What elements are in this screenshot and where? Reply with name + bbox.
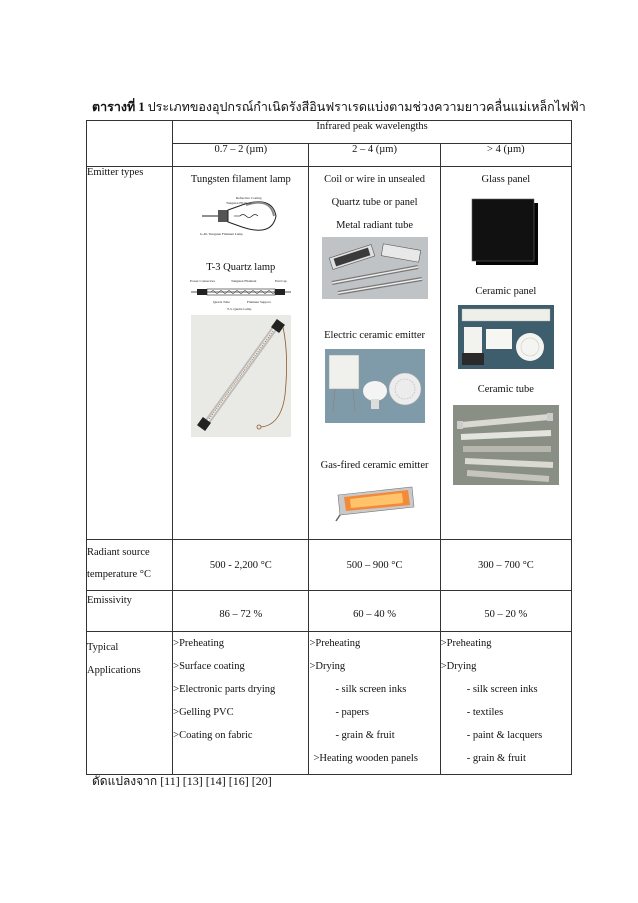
emitter-name: Metal radiant tube	[336, 220, 414, 231]
emitter-name: Coil or wire in unsealed	[324, 174, 426, 185]
column-header: > 4 (µm)	[440, 144, 571, 167]
source-refs: [11] [13] [14] [16] [20]	[160, 774, 272, 788]
emitter-name: Ceramic panel	[475, 286, 537, 297]
emitter-name: Quartz tube or panel	[331, 197, 418, 208]
row-label	[87, 540, 173, 591]
list-item: - textiles	[466, 707, 504, 718]
diagram-label: Reflective Coating	[235, 196, 262, 200]
diagram-label: G-40, Tungsten Filament Lamp	[199, 232, 243, 236]
list-item: >Preheating	[309, 638, 361, 649]
applications-cell	[440, 632, 571, 775]
list-item: - silk screen inks	[335, 684, 407, 695]
emitter-cell-short	[173, 167, 309, 540]
emissivity-row	[87, 591, 572, 632]
list-item: - grain & fruit	[335, 730, 395, 741]
diagram-label: Quartz Tube	[212, 300, 230, 304]
diagram-label: End Cap	[274, 279, 287, 283]
emitter-name: Tungsten filament lamp	[190, 174, 291, 185]
diagram-label: Power Connectors	[189, 279, 215, 283]
list-item: >Coating on fabric	[173, 730, 253, 741]
emitter-name: Electric ceramic emitter	[324, 330, 425, 341]
column-header: 2 – 4 (µm)	[309, 144, 440, 167]
table-cell: 300 – 700 °C	[440, 540, 571, 591]
list-item: >Drying	[440, 661, 477, 672]
emitter-name: Gas-fired ceramic emitter	[320, 460, 429, 471]
row-label-line: Applications	[87, 665, 141, 676]
row-label-line: Typical	[87, 642, 119, 653]
applications-cell	[309, 632, 440, 775]
list-item: >Preheating	[440, 638, 492, 649]
gas-fired-ceramic-emitter-photo	[332, 481, 418, 523]
electric-ceramic-emitter-photo	[325, 349, 425, 423]
list-item: >Drying	[309, 661, 346, 672]
radiant-source-row	[87, 540, 572, 591]
metal-radiant-tube-photo	[322, 237, 428, 299]
list-item: >Surface coating	[173, 661, 245, 672]
row-label: Emissivity	[87, 591, 173, 632]
row-label-line: Radiant source	[87, 547, 150, 558]
group-header: Infrared peak wavelengths	[173, 121, 572, 144]
applications-row	[87, 632, 572, 775]
glass-panel-photo	[468, 195, 544, 271]
group-header-row	[87, 121, 572, 144]
table-cell: 50 – 20 %	[440, 591, 571, 632]
list-item: >Heating wooden panels	[313, 753, 418, 764]
emitter-types-row	[87, 167, 572, 540]
list-item: >Preheating	[173, 638, 224, 649]
applications-cell	[173, 632, 309, 775]
diagram-label: Filament Support	[246, 300, 271, 304]
table-cell: 86 – 72 %	[173, 591, 309, 632]
ceramic-panel-photo	[458, 305, 554, 369]
table-cell: 60 – 40 %	[309, 591, 440, 632]
quartz-lamp-photo	[191, 315, 291, 437]
tungsten-lamp-diagram	[196, 193, 286, 239]
caption-label: ตารางที่ 1	[92, 100, 145, 114]
list-item: - papers	[335, 707, 369, 718]
ceramic-tube-photo	[453, 405, 559, 485]
column-header: 0.7 – 2 (µm)	[173, 144, 309, 167]
emitter-name: T-3 Quartz lamp	[206, 262, 276, 273]
emitter-table	[86, 120, 572, 775]
source-note	[92, 772, 272, 791]
emitter-name: Ceramic tube	[477, 384, 534, 395]
row-label: Emitter types	[87, 167, 173, 540]
emitter-cell-long	[440, 167, 571, 540]
table-cell: 500 – 900 °C	[309, 540, 440, 591]
list-item: >Gelling PVC	[173, 707, 234, 718]
list-item: >Electronic parts drying	[173, 684, 276, 695]
diagram-label: Tungsten Filament	[230, 279, 257, 283]
quartz-lamp-diagram	[189, 277, 293, 313]
row-label	[87, 632, 173, 775]
list-item: - silk screen inks	[466, 684, 538, 695]
list-item: - grain & fruit	[466, 753, 526, 764]
table-caption	[92, 97, 586, 117]
row-label-line: temperature °C	[87, 569, 151, 580]
source-label: ดัดแปลงจาก	[92, 774, 158, 788]
table-cell: 500 - 2,200 °C	[173, 540, 309, 591]
corner-cell	[87, 121, 173, 167]
diagram-label: T-3, Quartz Lamp	[226, 307, 252, 311]
emitter-name: Glass panel	[481, 174, 531, 185]
caption-text: ประเภทของอุปกรณ์กำเนิดรังสีอินฟราเรดแบ่งตามช่วงความยาวคลื่นแม่เหล็กไฟฟ้า	[147, 100, 586, 114]
diagram-label: Tungsten Filament	[225, 201, 252, 205]
list-item: - paint & lacquers	[466, 730, 543, 741]
emitter-cell-medium	[309, 167, 440, 540]
